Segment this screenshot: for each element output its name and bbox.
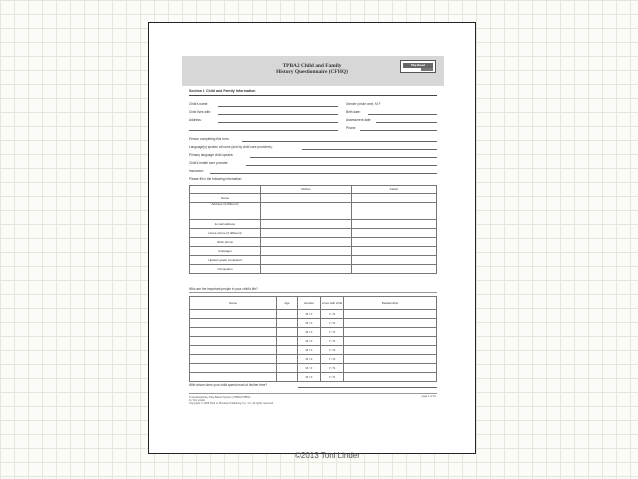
footer-line: Copyright © 2008 Paul H. Brookes Publishing Co., Inc. All rights reserved.	[189, 402, 274, 406]
person-age-cell[interactable]	[277, 373, 298, 382]
form-title-line1: TPBA2 Child and Family	[282, 63, 342, 69]
people-row	[190, 337, 437, 346]
phone-label: Phone:	[346, 126, 357, 130]
person-age-cell[interactable]	[277, 355, 298, 364]
person-age-cell[interactable]	[277, 319, 298, 328]
person-lives-cell[interactable]: Y / N	[321, 319, 344, 328]
mother-cell[interactable]	[261, 238, 352, 247]
assessment-date-line[interactable]	[376, 122, 437, 123]
parents-corner-cell	[190, 186, 261, 194]
languages-line[interactable]	[302, 149, 437, 150]
copyright-footer	[189, 396, 274, 406]
form-title	[242, 63, 382, 76]
col-relationship: Relationship	[344, 297, 437, 310]
people-rule	[189, 292, 437, 293]
father-cell[interactable]	[351, 229, 436, 238]
person-name-cell[interactable]	[190, 364, 277, 373]
person-age-cell[interactable]	[277, 310, 298, 319]
form-title-line2: History Questionnaire (CFHQ)	[276, 69, 348, 76]
parents-row	[190, 256, 437, 265]
person-relationship-cell[interactable]	[344, 364, 437, 373]
section-rule	[189, 95, 437, 96]
mother-cell[interactable]	[261, 203, 352, 220]
parents-row	[190, 247, 437, 256]
parents-row	[190, 265, 437, 274]
primary-language-line[interactable]	[250, 157, 437, 158]
child-lives-with-label: Child lives with:	[189, 110, 211, 114]
person-age-cell[interactable]	[277, 346, 298, 355]
col-lives-with: Lives with child	[321, 297, 344, 310]
person-name-cell[interactable]	[190, 337, 277, 346]
person-relationship-cell[interactable]	[344, 373, 437, 382]
parents-row	[190, 229, 437, 238]
page-number: page 1 of 10	[421, 395, 436, 398]
languages-label: Language(s) spoken at home (and by child care providers):	[189, 145, 273, 149]
person-age-cell[interactable]	[277, 364, 298, 373]
people-row	[190, 328, 437, 337]
footer-line: by Toni Linder.	[189, 399, 206, 403]
section-heading: Section I. Child and Family Information	[189, 89, 256, 93]
person-age-cell[interactable]	[277, 337, 298, 346]
person-relationship-cell[interactable]	[344, 310, 437, 319]
col-gender: Gender	[298, 297, 321, 310]
person-completing-line[interactable]	[242, 141, 437, 142]
father-cell[interactable]	[351, 256, 436, 265]
people-row	[190, 355, 437, 364]
assessment-date-label: Assessment date:	[346, 118, 372, 122]
mother-cell[interactable]	[261, 256, 352, 265]
insurance-line[interactable]	[210, 173, 437, 174]
people-row	[190, 346, 437, 355]
person-relationship-cell[interactable]	[344, 319, 437, 328]
people-row	[190, 310, 437, 319]
person-name-cell[interactable]	[190, 310, 277, 319]
father-cell[interactable]	[351, 265, 436, 274]
father-cell[interactable]	[351, 220, 436, 229]
person-relationship-cell[interactable]	[344, 346, 437, 355]
address-line[interactable]	[218, 122, 338, 123]
col-age: Age	[277, 297, 298, 310]
person-lives-cell[interactable]: Y / N	[321, 346, 344, 355]
mother-cell[interactable]	[261, 194, 352, 203]
person-lives-cell[interactable]: Y / N	[321, 328, 344, 337]
gender-label: Gender (circle one): M F	[346, 102, 381, 106]
person-gender-cell[interactable]: M / F	[298, 310, 321, 319]
person-gender-cell[interactable]: M / F	[298, 364, 321, 373]
parents-row-label: Address (if different)	[190, 203, 261, 220]
person-lives-cell[interactable]: Y / N	[321, 355, 344, 364]
phone-line[interactable]	[360, 130, 437, 131]
parents-row-label: Cell/pager	[190, 247, 261, 256]
insurance-label: Insurance:	[189, 169, 204, 173]
person-name-cell[interactable]	[190, 355, 277, 364]
person-age-cell[interactable]	[277, 328, 298, 337]
person-name-cell[interactable]	[190, 346, 277, 355]
people-table	[189, 296, 437, 382]
person-name-cell[interactable]	[190, 373, 277, 382]
person-gender-cell[interactable]: M / F	[298, 373, 321, 382]
mother-cell[interactable]	[261, 247, 352, 256]
parents-row	[190, 220, 437, 229]
birth-date-label: Birth date:	[346, 110, 361, 114]
person-lives-cell[interactable]: Y / N	[321, 310, 344, 319]
people-row	[190, 319, 437, 328]
birth-date-line[interactable]	[368, 114, 437, 115]
footer-rule	[189, 393, 437, 394]
people-question: Who are the important people in your child's life?	[189, 287, 258, 291]
mother-cell[interactable]	[261, 229, 352, 238]
person-name-cell[interactable]	[190, 319, 277, 328]
col-mother: Mother	[261, 186, 352, 194]
col-name: Name	[190, 297, 277, 310]
parents-row-label: Home phone (if different)	[190, 229, 261, 238]
primary-language-label: Primary language child speaks:	[189, 153, 234, 157]
mother-cell[interactable]	[261, 220, 352, 229]
person-gender-cell[interactable]: M / F	[298, 319, 321, 328]
person-lives-cell[interactable]: Y / N	[321, 373, 344, 382]
time-question: With whom does your child spend most of his/her time?	[189, 383, 268, 387]
father-cell[interactable]	[351, 247, 436, 256]
mother-cell[interactable]	[261, 265, 352, 274]
person-relationship-cell[interactable]	[344, 328, 437, 337]
people-row	[190, 364, 437, 373]
col-father: Father	[351, 186, 436, 194]
parents-row	[190, 238, 437, 247]
father-cell[interactable]	[351, 203, 436, 220]
person-gender-cell[interactable]: M / F	[298, 337, 321, 346]
child-lives-with-line[interactable]	[218, 114, 338, 115]
fill-in-instruction: Please fill in the following information:	[189, 177, 243, 181]
person-lives-cell[interactable]: Y / N	[321, 337, 344, 346]
slide-caption: ©2013 Toni Linder	[295, 451, 360, 460]
badge-label-box: Play-Based	[403, 63, 433, 68]
address-label: Address:	[189, 118, 202, 122]
person-gender-cell[interactable]: M / F	[298, 346, 321, 355]
person-lives-cell[interactable]: Y / N	[321, 364, 344, 373]
parents-row-label: Highest grade completed	[190, 256, 261, 265]
slide-frame	[148, 22, 476, 454]
father-cell[interactable]	[351, 238, 436, 247]
person-relationship-cell[interactable]	[344, 355, 437, 364]
person-name-cell[interactable]	[190, 328, 277, 337]
parents-row-label: Name	[190, 194, 261, 203]
health-provider-label: Child's health care provider:	[189, 161, 229, 165]
people-row	[190, 373, 437, 382]
child-name-label: Child's name:	[189, 102, 209, 106]
questionnaire-form	[182, 56, 444, 414]
parents-row-label: E-mail address	[190, 220, 261, 229]
child-name-line[interactable]	[218, 106, 338, 107]
footer-line: Transdisciplinary Play-Based System (TPBA2/TPBI2)	[189, 396, 251, 399]
parents-table	[189, 185, 437, 274]
person-completing-label: Person completing this form:	[189, 137, 230, 141]
person-gender-cell[interactable]: M / F	[298, 355, 321, 364]
play-based-badge	[400, 60, 436, 73]
title-bar	[182, 56, 444, 86]
address-line-2[interactable]	[189, 130, 338, 131]
parents-row-label: Work phone	[190, 238, 261, 247]
person-gender-cell[interactable]: M / F	[298, 328, 321, 337]
time-answer-line[interactable]	[298, 387, 437, 388]
parents-row	[190, 203, 437, 220]
parents-row-label: Occupation	[190, 265, 261, 274]
badge-sub-mark	[421, 68, 433, 71]
health-provider-line[interactable]	[246, 165, 437, 166]
person-relationship-cell[interactable]	[344, 337, 437, 346]
father-cell[interactable]	[351, 194, 436, 203]
